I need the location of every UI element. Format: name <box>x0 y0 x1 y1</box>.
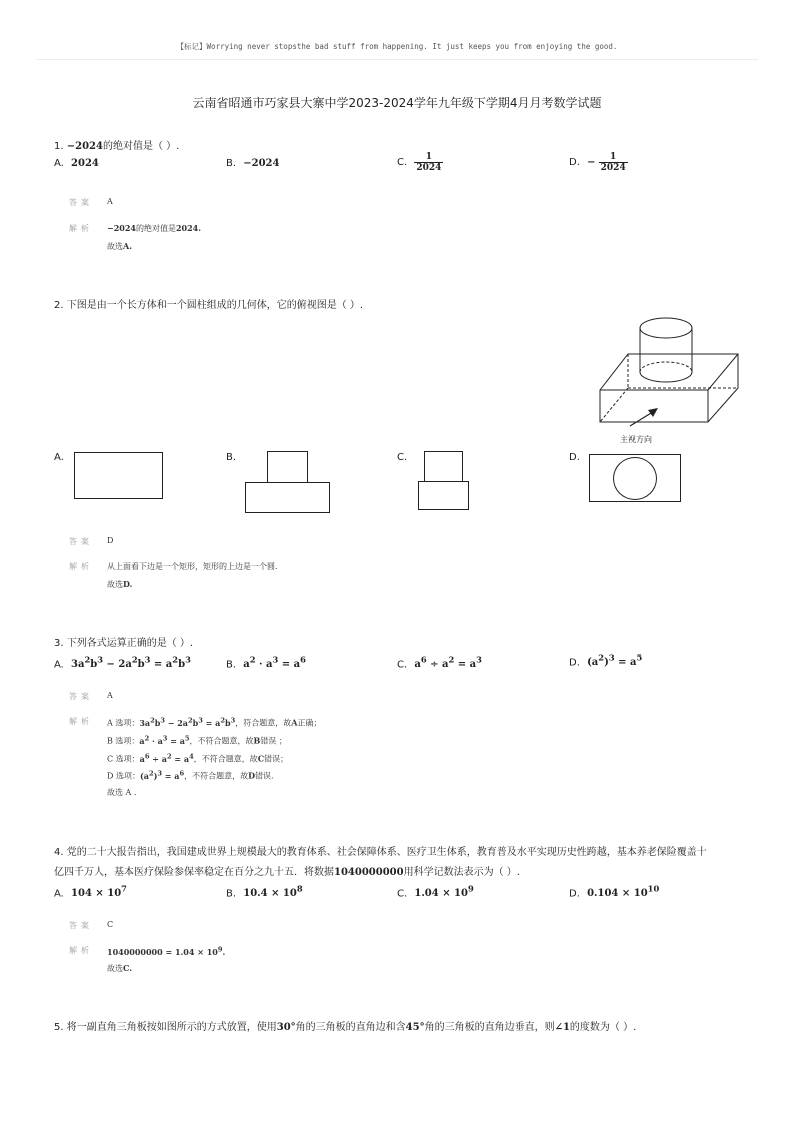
q3-analysis-label: 解析 <box>69 717 93 726</box>
q3-answer: A <box>107 691 113 700</box>
q3-option-a <box>54 655 191 670</box>
q1-answer-label: 答案 <box>69 198 93 207</box>
q1-option-c-fraction <box>414 152 443 173</box>
q2-option-c-top-square <box>424 451 463 482</box>
box-edge <box>708 354 738 390</box>
q1-option-a-value: 2024 <box>71 158 99 169</box>
q2-option-d-label: D. <box>569 452 580 463</box>
q1-option-d <box>569 152 628 173</box>
fraction-numerator: 1 <box>610 152 617 162</box>
analysis-math: $(a^2)^3 = a^6$ <box>139 769 185 781</box>
analysis-text: 错误； <box>264 754 289 764</box>
q4-option-c <box>397 884 474 899</box>
option-label: B. <box>226 659 237 671</box>
option-label: B. <box>226 158 237 169</box>
q4-option-a-math: $104 \times 10^7$ <box>71 884 127 900</box>
analysis-text: A 选项： <box>107 718 140 728</box>
header-divider <box>36 59 758 60</box>
q1-option-a <box>54 158 99 169</box>
stem-math: 30° <box>276 1022 296 1033</box>
analysis-math: A. <box>123 241 132 251</box>
option-label: C. <box>397 888 408 900</box>
q3-option-b <box>226 655 306 670</box>
page-title: 云南省昭通市巧家县大寨中学2023-2024学年九年级下学期4月月考数学试题 <box>192 96 602 110</box>
q3-stem: 3. 下列各式运算正确的是（ ）. <box>54 638 194 649</box>
option-label: D. <box>569 888 580 900</box>
analysis-text: ，符合题意，故 <box>235 718 292 728</box>
analysis-math: C. <box>123 963 133 973</box>
q3-option-a-math: $3a^2b^3 - 2a^2b^3 = a^2b^3$ <box>71 655 191 671</box>
q2-option-c-label: C. <box>397 452 408 463</box>
q1-analysis-line1 <box>107 223 201 234</box>
analysis-text: B 选项： <box>107 736 140 746</box>
stem-text: 角的三角板的直角边垂直，则 <box>424 1022 555 1033</box>
box-hidden-edge <box>600 388 628 422</box>
q1-answer: A <box>107 197 113 206</box>
analysis-text: 正确； <box>297 718 322 728</box>
option-label: B. <box>226 888 237 900</box>
q3-option-b-math: $a^2 \cdot a^3 = a^6$ <box>243 655 306 671</box>
option-label: A. <box>54 659 64 671</box>
option-label: D. <box>569 657 580 669</box>
q3-option-d-math: $(a^2)^3 = a^5$ <box>587 653 643 669</box>
figure-caption: 主视方向 <box>620 435 652 444</box>
q3-option-c <box>397 655 482 670</box>
q1-analysis-label: 解析 <box>69 224 93 233</box>
q4-option-c-math: $1.04 \times 10^9$ <box>414 884 474 900</box>
q1-analysis-line2 <box>107 241 132 252</box>
analysis-math: $3a^2b^3 - 2a^2b^3 = a^2b^3$ <box>139 716 236 728</box>
analysis-math: $a^6 \div a^2 = a^4$ <box>139 752 194 764</box>
fraction-numerator: 1 <box>425 152 433 162</box>
q3-answer-label: 答案 <box>69 692 93 701</box>
stem-math: 45° <box>405 1022 425 1033</box>
q3-option-d <box>569 653 642 668</box>
q4-answer: C <box>107 920 114 929</box>
analysis-math: 2024. <box>175 223 202 233</box>
q3-analysis-line4 <box>107 769 274 782</box>
q2-option-a-label: A. <box>54 452 64 463</box>
q3-option-c-math: $a^6 \div a^2 = a^3$ <box>414 655 482 671</box>
option-label: C. <box>397 659 408 671</box>
q1-number: 1. <box>54 141 64 152</box>
analysis-text: 错误 ； <box>260 736 287 746</box>
q1-option-b-value: −2024 <box>243 158 280 169</box>
stem-text: 用科学记数法表示为（ ）. <box>403 867 520 878</box>
q1-option-c <box>397 152 443 173</box>
q4-stem-line2 <box>54 863 520 878</box>
q2-solid-figure <box>596 314 744 448</box>
option-label: C. <box>397 157 408 168</box>
analysis-text: 的绝对值是 <box>135 224 176 233</box>
q2-option-b-base-rectangle <box>245 482 330 513</box>
q1-option-b <box>226 158 279 169</box>
q1-option-d-sign: − <box>587 157 596 168</box>
analysis-text: ，不符合题意，故 <box>193 754 258 764</box>
q2-analysis-label: 解析 <box>69 562 93 571</box>
analysis-text: 故选 <box>107 580 123 589</box>
q1-stem-text: 的绝对值是（ ）. <box>102 141 180 152</box>
q2-stem: 2. 下图是由一个长方体和一个圆柱组成的几何体，它的俯视图是（ ）. <box>54 300 364 311</box>
stem-math: ∠1 <box>554 1022 570 1033</box>
q2-option-d-circle <box>613 457 657 500</box>
analysis-math: D. <box>123 579 133 589</box>
stem-text: 亿四千万人，基本医疗保险参保率稳定在百分之九十五．将数据 <box>54 867 334 878</box>
q2-option-c-base-rectangle <box>418 481 469 510</box>
analysis-text: D 选项： <box>107 771 140 781</box>
q2-answer: D <box>107 536 114 545</box>
analysis-math: −2024 <box>107 223 136 233</box>
q3-analysis-line3 <box>107 752 288 765</box>
stem-text: 5. 将一副直角三角板按如图所示的方式放置，使用 <box>54 1022 277 1033</box>
q2-analysis-line2 <box>107 579 132 590</box>
analysis-math: D <box>248 770 256 781</box>
option-label: A. <box>54 888 64 900</box>
q2-option-b-label: B. <box>226 452 237 463</box>
stem-text: 角的三角板的直角边和含 <box>295 1022 406 1033</box>
analysis-text: C 选项： <box>107 754 140 764</box>
analysis-text: 故选 <box>107 964 123 973</box>
stem-text: 的度数为（ ）. <box>569 1022 637 1033</box>
analysis-text: ，不符合题意，故 <box>189 736 254 746</box>
analysis-text: 错误. <box>255 771 274 781</box>
option-label: A. <box>54 158 64 169</box>
q1-stem <box>54 137 179 152</box>
q4-stem-line1: 4. 党的二十大报告指出，我国建成世界上规模最大的教育体系、社会保障体系、医疗卫生体系，教育普及水平实现历史性跨越，基本养老保险覆盖十 <box>54 847 707 858</box>
stem-math: 1040000000 <box>334 867 404 878</box>
page-header-quote: 【标记】Worrying never stopsthe bad stuff from happening. It just keeps you from enjoying the good. <box>176 42 618 51</box>
analysis-text: 故选 <box>107 242 123 251</box>
q4-analysis-line1 <box>107 945 225 957</box>
option-label: D. <box>569 157 580 168</box>
q4-option-b <box>226 884 303 899</box>
q4-analysis-label: 解析 <box>69 946 93 955</box>
q4-answer-label: 答案 <box>69 921 93 930</box>
q1-option-d-fraction <box>599 152 628 173</box>
q4-option-d-math: $0.104 \times 10^{10}$ <box>587 884 660 900</box>
analysis-math: A <box>291 717 298 728</box>
cylinder-top <box>640 318 692 338</box>
q3-analysis-line2 <box>107 734 287 747</box>
q4-option-d <box>569 884 659 899</box>
analysis-math: $1040000000 = 1.04 \times 10^9$. <box>107 945 226 957</box>
q4-option-a <box>54 884 127 899</box>
cylinder-bottom-front <box>640 372 692 382</box>
cylinder-bottom-back <box>640 362 692 372</box>
fraction-denominator: 2024 <box>416 163 442 173</box>
q3-analysis-line1 <box>107 716 321 729</box>
analysis-text: ，不符合题意，故 <box>184 771 249 781</box>
q2-option-a-rectangle <box>74 452 163 499</box>
q2-answer-label: 答案 <box>69 537 93 546</box>
analysis-math: C <box>257 753 265 764</box>
analysis-math: $a^2 \cdot a^3 = a^5$ <box>139 734 190 746</box>
fraction-denominator: 2024 <box>600 163 626 173</box>
q2-option-b-top-square <box>267 451 308 483</box>
q2-analysis-line1: 从上面看下边是一个矩形，矩形的上边是一个圆. <box>107 562 278 571</box>
analysis-math: B <box>253 735 261 746</box>
q4-option-b-math: $10.4 \times 10^8$ <box>243 884 303 900</box>
arrow-head-icon <box>648 408 658 417</box>
q3-analysis-line5: 故选 A . <box>107 788 137 797</box>
q5-stem <box>54 1018 636 1033</box>
q1-stem-math: −2024 <box>66 141 103 152</box>
q4-analysis-line2 <box>107 963 132 974</box>
